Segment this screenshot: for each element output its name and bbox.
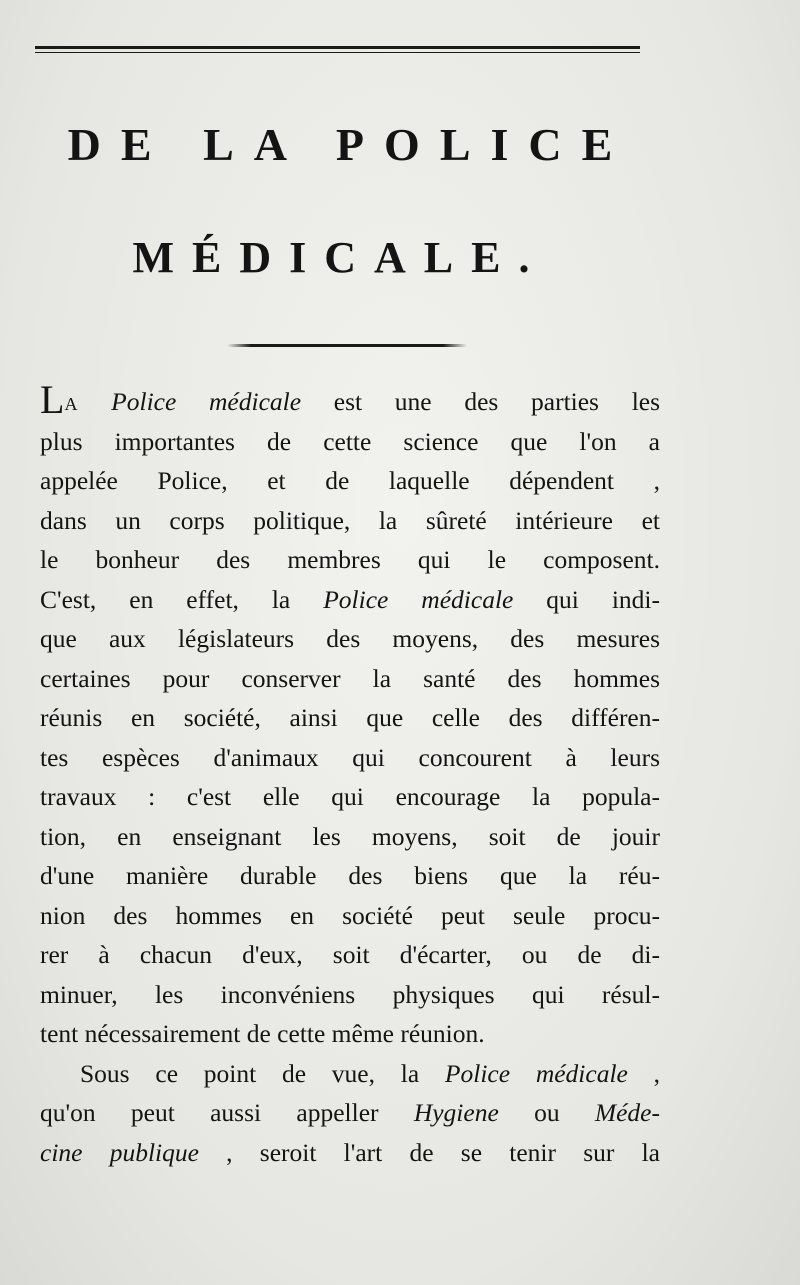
text-line: qu'on peut aussi appeller Hygiene ou Méde-	[40, 1098, 660, 1127]
text-line: plus importantes de cette science que l'on a	[40, 426, 660, 456]
text-line: certaines pour conserver la santé des hommes	[40, 663, 660, 693]
text-line: travaux : c'est elle qui encourage la popula-	[40, 782, 660, 811]
text-line: réunis en société, ainsi que celle des différen-	[40, 703, 660, 732]
text-line: Sous ce point de vue, la Police médicale ,	[80, 1058, 660, 1088]
text-line: appelée Police, et de laquelle dépendent ,	[40, 466, 660, 495]
text-line: C'est, en effet, la Police médicale qui indi-	[40, 584, 660, 614]
text-line: cine publique , seroit l'art de se tenir sur la	[40, 1137, 660, 1167]
text-line: que aux législateurs des moyens, des mesures	[40, 624, 660, 653]
title-line-2: MÉDICALE.	[132, 233, 548, 282]
text-line: tent nécessairement de cette même réunion.	[40, 1019, 485, 1048]
text-line: minuer, les inconvéniens physiques qui résul-	[40, 979, 660, 1009]
text-line: tes espèces d'animaux qui concourent à leurs	[40, 742, 660, 772]
title-separator-rule	[227, 344, 467, 347]
text-line: d'une manière durable des biens que la réu-	[40, 861, 660, 890]
text-line: nion des hommes en société peut seule procu-	[40, 900, 660, 930]
text-line: tion, en enseignant les moyens, soit de jouir	[40, 821, 660, 851]
body-text	[40, 377, 661, 1172]
text-line: le bonheur des membres qui le composent.	[40, 545, 660, 574]
text-line: dans un corps politique, la sûreté intérieure et	[40, 505, 660, 535]
top-double-rule	[35, 46, 640, 49]
title-line-1: DE LA POLICE	[67, 119, 633, 170]
drop-cap: L	[40, 377, 65, 422]
text-line: rer à chacun d'eux, soit d'écarter, ou de di-	[40, 940, 660, 969]
small-cap: A	[64, 394, 79, 414]
text-line: LA Police médicale est une des parties les	[40, 377, 661, 422]
